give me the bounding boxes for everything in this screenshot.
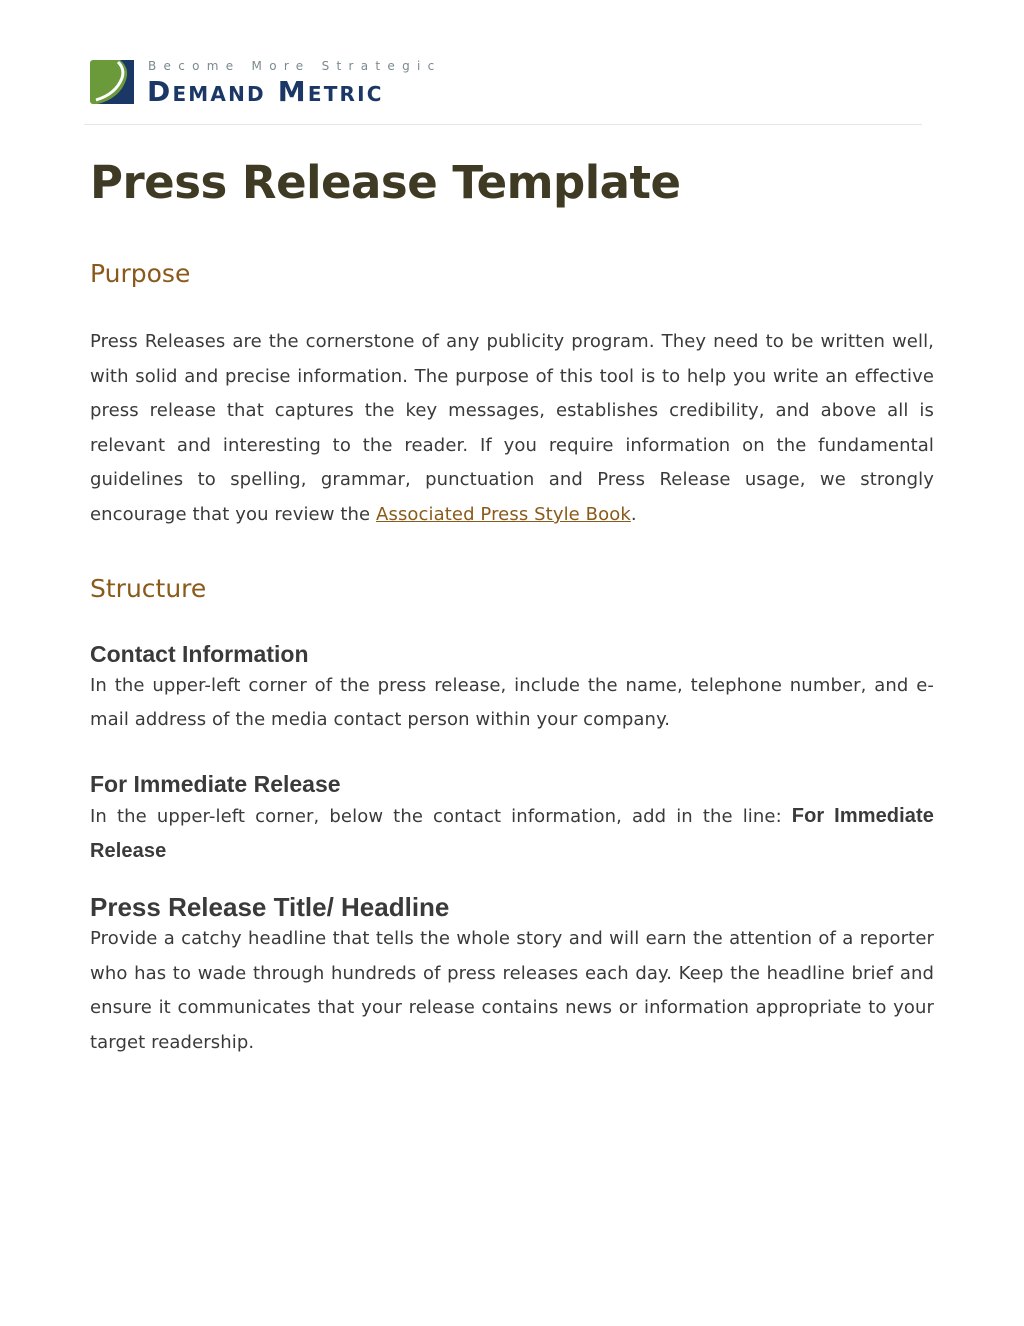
associated-press-style-book-link[interactable]: Associated Press Style Book (376, 503, 631, 525)
brand-name: Demand Metric (147, 75, 384, 108)
tagline: Become More Strategic (148, 59, 442, 73)
document-body (90, 150, 934, 1060)
page-title: Press Release Template (90, 156, 681, 209)
immediate-release-bold-line: For Immediate Release (90, 804, 934, 863)
purpose-heading: Purpose (90, 259, 191, 288)
contact-information-text: In the upper-left corner of the press release, include the name, telephone number, and e-mail address of the media contact person within your company. (90, 674, 934, 731)
header (90, 58, 490, 108)
structure-heading: Structure (90, 573, 207, 603)
headline-text: Provide a catchy headline that tells the whole story and will earn the attention of a reporter who has to wade through hundreds of press releases each day. Keep the headline brief and ensure it communicates that your release contains news or information appropriate to your target readership. (90, 927, 934, 1053)
headline-heading: Press Release Title/ Headline (90, 891, 450, 922)
immediate-release-text: In the upper-left corner, below the contact information, add in the line: (90, 805, 792, 827)
purpose-text: Press Releases are the cornerstone of any publicity program. They need to be written well, with solid and precise information. The purpose of this tool is to help you write an effective press release that captures the key messages, establishes credibility, and above all is relevant and interesting to the reader. If you require information on the fundamental guidelines to spelling, grammar, punctuation and Press Release usage, we strongly encourage that you review the (90, 331, 934, 525)
purpose-paragraph (90, 325, 934, 533)
immediate-release-heading: For Immediate Release (90, 770, 341, 797)
demand-metric-logo-icon (90, 60, 134, 104)
header-divider (84, 124, 922, 125)
contact-information-heading: Contact Information (90, 640, 309, 667)
immediate-release-paragraph (90, 799, 934, 870)
purpose-text-end: . (630, 503, 637, 525)
